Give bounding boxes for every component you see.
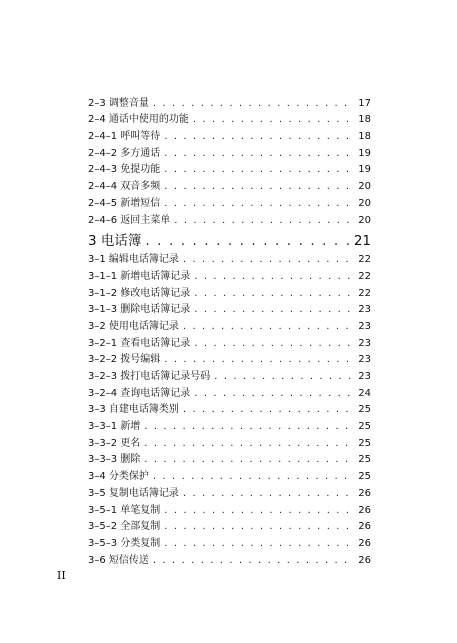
toc-entry-title: 3–1–2 修改电话簿记录	[88, 287, 191, 299]
toc-entry-page: 26	[358, 521, 371, 533]
toc-entry[interactable]	[88, 400, 371, 417]
toc-leader-dots	[183, 254, 353, 266]
toc-entry-page: 26	[358, 554, 371, 566]
toc-entry-page: 23	[358, 320, 371, 332]
toc-entry-title: 3–1 编辑电话簿记录	[88, 254, 179, 266]
toc-leader-dots	[153, 471, 353, 483]
toc-entry-title: 3–4 分类保护	[88, 471, 149, 483]
toc-entry[interactable]	[88, 160, 371, 177]
toc-entry-title: 3–2–4 查询电话簿记录	[88, 387, 191, 399]
toc-leader-dots	[183, 321, 353, 333]
toc-leader-dots	[164, 521, 353, 533]
toc-entry-title: 3–1–1 新增电话簿记录	[88, 270, 191, 282]
toc-entry[interactable]	[88, 210, 371, 227]
toc-entry[interactable]	[88, 93, 371, 110]
toc-entry-title: 3–2–1 查看电话簿记录	[88, 337, 191, 349]
toc-entry-title: 2–4 通话中使用的功能	[88, 114, 189, 126]
toc-leader-dots	[164, 164, 353, 176]
toc-entry[interactable]	[88, 110, 371, 127]
toc-entry-page: 23	[358, 354, 371, 366]
toc-entry-page: 26	[358, 487, 371, 499]
toc-entry-title: 2–4–1 呼叫等待	[88, 131, 161, 143]
toc-chapter-page: 21	[353, 232, 371, 249]
toc-leader-dots	[145, 233, 349, 249]
toc-leader-dots	[164, 198, 353, 210]
toc-leader-dots	[144, 421, 353, 433]
toc-entry-title: 2–3 调整音量	[88, 97, 149, 109]
toc-entry-page: 25	[358, 454, 371, 466]
toc-leader-dots	[183, 404, 353, 416]
toc-chapter-heading[interactable]	[88, 227, 371, 250]
toc-entry[interactable]	[88, 250, 371, 267]
toc-entry-title: 2–4–5 新增短信	[88, 197, 161, 209]
toc-entry-title: 3–5–3 分类复制	[88, 537, 161, 549]
toc-entry-title: 3–3 自建电话簿类别	[88, 404, 179, 416]
toc-leader-dots	[174, 215, 353, 227]
toc-entry-page: 20	[358, 181, 371, 193]
toc-entry-title: 3–6 短信传送	[88, 554, 149, 566]
toc-entry-page: 26	[358, 537, 371, 549]
toc-entry-title: 2–4–6 返回主菜单	[88, 214, 171, 226]
toc-entry-title: 3–5 复制电话簿记录	[88, 487, 179, 499]
toc-leader-dots	[153, 555, 353, 567]
toc-leader-dots	[183, 488, 353, 500]
toc-entry[interactable]	[88, 176, 371, 193]
toc-entry-page: 25	[358, 404, 371, 416]
toc-entry-page: 24	[358, 387, 371, 399]
toc-entry-title: 3–2 使用电话簿记录	[88, 320, 179, 332]
toc-entry-page: 23	[358, 304, 371, 316]
page-folio: II	[57, 569, 66, 582]
toc-entry-page: 25	[358, 437, 371, 449]
toc-entry-title: 2–4–3 免提功能	[88, 164, 161, 176]
toc-entry-page: 18	[358, 114, 371, 126]
toc-leader-dots	[164, 538, 353, 550]
toc-entry[interactable]	[88, 466, 371, 483]
toc-entry[interactable]	[88, 316, 371, 333]
toc-entry-page: 19	[358, 164, 371, 176]
toc-entry[interactable]	[88, 450, 371, 467]
toc-leader-dots	[164, 505, 353, 517]
toc-leader-dots	[194, 304, 353, 316]
toc-entry-title: 2–4–4 双音多频	[88, 181, 161, 193]
toc-leader-dots	[164, 354, 353, 366]
toc-entry[interactable]	[88, 500, 371, 517]
toc-entry[interactable]	[88, 517, 371, 534]
toc-entry[interactable]	[88, 300, 371, 317]
toc-entry-page: 22	[358, 287, 371, 299]
toc-entry[interactable]	[88, 350, 371, 367]
toc-leader-dots	[194, 271, 353, 283]
toc-leader-dots	[144, 438, 353, 450]
toc-entry[interactable]	[88, 143, 371, 160]
toc-entry[interactable]	[88, 483, 371, 500]
toc-entry-title: 3–1–3 删除电话簿记录	[88, 304, 191, 316]
toc-leader-dots	[164, 181, 353, 193]
toc-entry-page: 17	[358, 97, 371, 109]
toc-entry-title: 3–5–2 全部复制	[88, 521, 161, 533]
toc-leader-dots	[194, 338, 353, 350]
toc-chapter-title: 3 电话簿	[88, 232, 142, 249]
table-of-contents	[88, 93, 371, 567]
toc-entry[interactable]	[88, 383, 371, 400]
toc-entry-page: 23	[358, 337, 371, 349]
toc-entry[interactable]	[88, 193, 371, 210]
toc-leader-dots	[153, 98, 353, 110]
toc-leader-dots	[164, 148, 353, 160]
toc-entry-title: 3–3–3 删除	[88, 454, 141, 466]
toc-leader-dots	[144, 454, 353, 466]
toc-leader-dots	[194, 288, 353, 300]
toc-entry-page: 25	[358, 471, 371, 483]
toc-entry[interactable]	[88, 366, 371, 383]
toc-entry[interactable]	[88, 533, 371, 550]
toc-entry-page: 23	[358, 371, 371, 382]
toc-entry[interactable]	[88, 416, 371, 433]
toc-entry[interactable]	[88, 266, 371, 283]
toc-leader-dots	[164, 131, 353, 143]
toc-leader-dots	[193, 114, 353, 126]
toc-entry-title: 3–5–1 单笔复制	[88, 504, 161, 516]
toc-entry-page: 20	[358, 197, 371, 209]
toc-entry-title: 3–3–1 新增	[88, 421, 141, 433]
toc-entry-page: 22	[358, 254, 371, 266]
toc-entry-title: 2–4–2 多方通话	[88, 147, 161, 159]
toc-entry-title: 3–2–3 拨打电话簿记录号码	[88, 371, 211, 382]
toc-entry-title: 3–3–2 更名	[88, 437, 141, 449]
toc-entry[interactable]	[88, 333, 371, 350]
toc-entry-page: 26	[358, 504, 371, 516]
toc-leader-dots	[194, 388, 353, 400]
toc-entry-page: 19	[358, 147, 371, 159]
toc-entry-title: 3–2–2 拨号编辑	[88, 354, 161, 366]
toc-entry[interactable]	[88, 433, 371, 450]
toc-entry-page: 20	[358, 214, 371, 226]
toc-entry[interactable]	[88, 126, 371, 143]
toc-entry-page: 18	[358, 131, 371, 143]
toc-entry-page: 22	[358, 270, 371, 282]
toc-leader-dots	[214, 371, 353, 383]
toc-entry[interactable]	[88, 550, 371, 567]
toc-entry-page: 25	[358, 421, 371, 433]
toc-entry[interactable]	[88, 283, 371, 300]
